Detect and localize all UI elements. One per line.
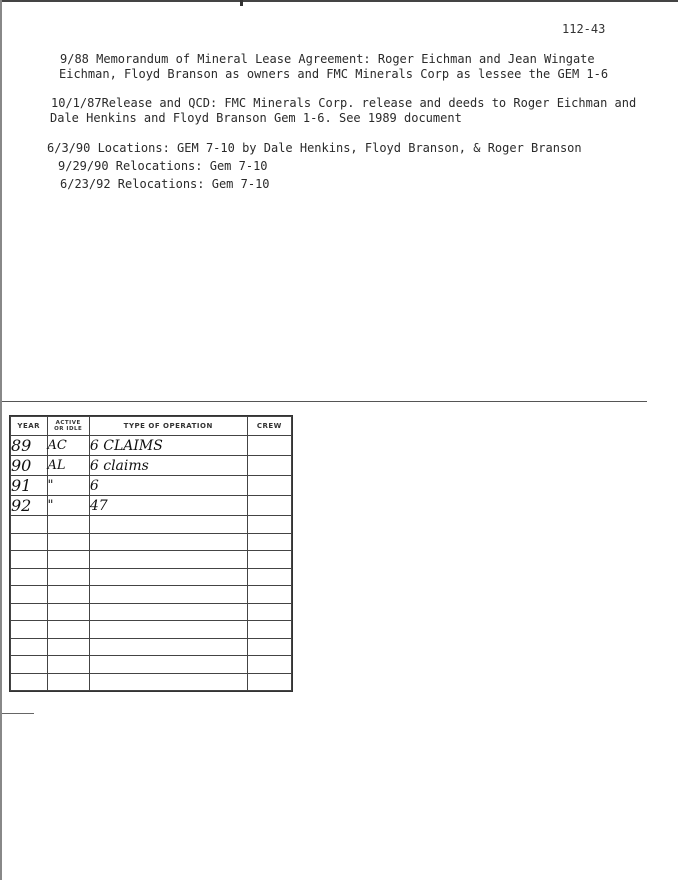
table-row xyxy=(11,638,292,656)
page-left-edge xyxy=(0,0,2,880)
year-cell: 92 xyxy=(11,496,48,516)
table-row xyxy=(11,436,292,456)
table-row xyxy=(11,516,292,534)
type-cell xyxy=(89,621,247,639)
year-cell xyxy=(11,533,48,551)
status-cell: " xyxy=(47,476,89,496)
status-cell: AC xyxy=(47,436,89,456)
type-cell: 47 xyxy=(89,496,247,516)
scan-mark xyxy=(240,0,243,6)
operations-table xyxy=(10,416,292,691)
year-cell xyxy=(11,673,48,691)
text-line: 6/3/90 Locations: GEM 7-10 by Dale Henkins, Floyd Branson, & Roger Branson xyxy=(47,141,582,155)
year-cell xyxy=(11,568,48,586)
header-or-idle: OR IDLE xyxy=(54,426,83,432)
status-cell xyxy=(47,621,89,639)
text-line: 9/88 Memorandum of Mineral Lease Agreement: Roger Eichman and Jean Wingate xyxy=(60,52,595,66)
crew-cell xyxy=(247,533,291,551)
crew-cell xyxy=(247,586,291,604)
status-cell xyxy=(47,551,89,569)
table-row xyxy=(11,673,292,691)
table-row xyxy=(11,476,292,496)
header-active-or-idle xyxy=(47,417,89,436)
table-header-row xyxy=(11,417,292,436)
table-row xyxy=(11,456,292,476)
year-cell xyxy=(11,656,48,674)
type-cell: 6 claims xyxy=(89,456,247,476)
year-cell: 91 xyxy=(11,476,48,496)
crew-cell xyxy=(247,476,291,496)
year-cell: 89 xyxy=(11,436,48,456)
crew-cell xyxy=(247,436,291,456)
text-line: Dale Henkins and Floyd Branson Gem 1-6. See 1989 document xyxy=(50,111,462,125)
crew-cell xyxy=(247,516,291,534)
page-top-edge xyxy=(0,0,678,2)
header-crew: CREW xyxy=(247,417,291,436)
year-cell xyxy=(11,586,48,604)
type-cell xyxy=(89,533,247,551)
header-year: YEAR xyxy=(11,417,48,436)
table-row xyxy=(11,603,292,621)
text-line: Eichman, Floyd Branson as owners and FMC Minerals Corp as lessee the GEM 1-6 xyxy=(59,67,609,81)
status-cell xyxy=(47,516,89,534)
status-cell xyxy=(47,533,89,551)
crew-cell xyxy=(247,673,291,691)
year-cell: 90 xyxy=(11,456,48,476)
year-cell xyxy=(11,638,48,656)
status-cell xyxy=(47,638,89,656)
table-row xyxy=(11,621,292,639)
text-line: 10/1/87Release and QCD: FMC Minerals Corp. release and deeds to Roger Eichman and xyxy=(51,96,637,110)
table-body xyxy=(11,436,292,691)
type-cell xyxy=(89,551,247,569)
crew-cell xyxy=(247,568,291,586)
table-row xyxy=(11,586,292,604)
year-cell xyxy=(11,603,48,621)
type-cell xyxy=(89,673,247,691)
year-cell xyxy=(11,551,48,569)
table-row xyxy=(11,496,292,516)
crew-cell xyxy=(247,496,291,516)
type-cell xyxy=(89,603,247,621)
type-cell xyxy=(89,656,247,674)
margin-rule xyxy=(2,713,34,714)
crew-cell xyxy=(247,621,291,639)
year-cell xyxy=(11,516,48,534)
status-cell xyxy=(47,656,89,674)
status-cell: AL xyxy=(47,456,89,476)
header-active: ACTIVE xyxy=(55,420,81,426)
type-cell xyxy=(89,516,247,534)
table-row xyxy=(11,568,292,586)
type-cell: 6 xyxy=(89,476,247,496)
table-row xyxy=(11,533,292,551)
status-cell xyxy=(47,568,89,586)
section-divider xyxy=(2,401,647,402)
type-cell xyxy=(89,568,247,586)
status-cell: " xyxy=(47,496,89,516)
crew-cell xyxy=(247,456,291,476)
type-cell: 6 CLAIMS xyxy=(89,436,247,456)
status-cell xyxy=(47,603,89,621)
operations-form xyxy=(9,415,293,692)
crew-cell xyxy=(247,603,291,621)
crew-cell xyxy=(247,638,291,656)
text-line: 9/29/90 Relocations: Gem 7-10 xyxy=(58,159,268,173)
header-type-of-operation: TYPE OF OPERATION xyxy=(89,417,247,436)
text-line: 6/23/92 Relocations: Gem 7-10 xyxy=(60,177,270,191)
type-cell xyxy=(89,638,247,656)
year-cell xyxy=(11,621,48,639)
type-cell xyxy=(89,586,247,604)
crew-cell xyxy=(247,656,291,674)
crew-cell xyxy=(247,551,291,569)
table-row xyxy=(11,551,292,569)
status-cell xyxy=(47,586,89,604)
table-row xyxy=(11,656,292,674)
status-cell xyxy=(47,673,89,691)
reference-number: 112-43 xyxy=(562,22,606,36)
